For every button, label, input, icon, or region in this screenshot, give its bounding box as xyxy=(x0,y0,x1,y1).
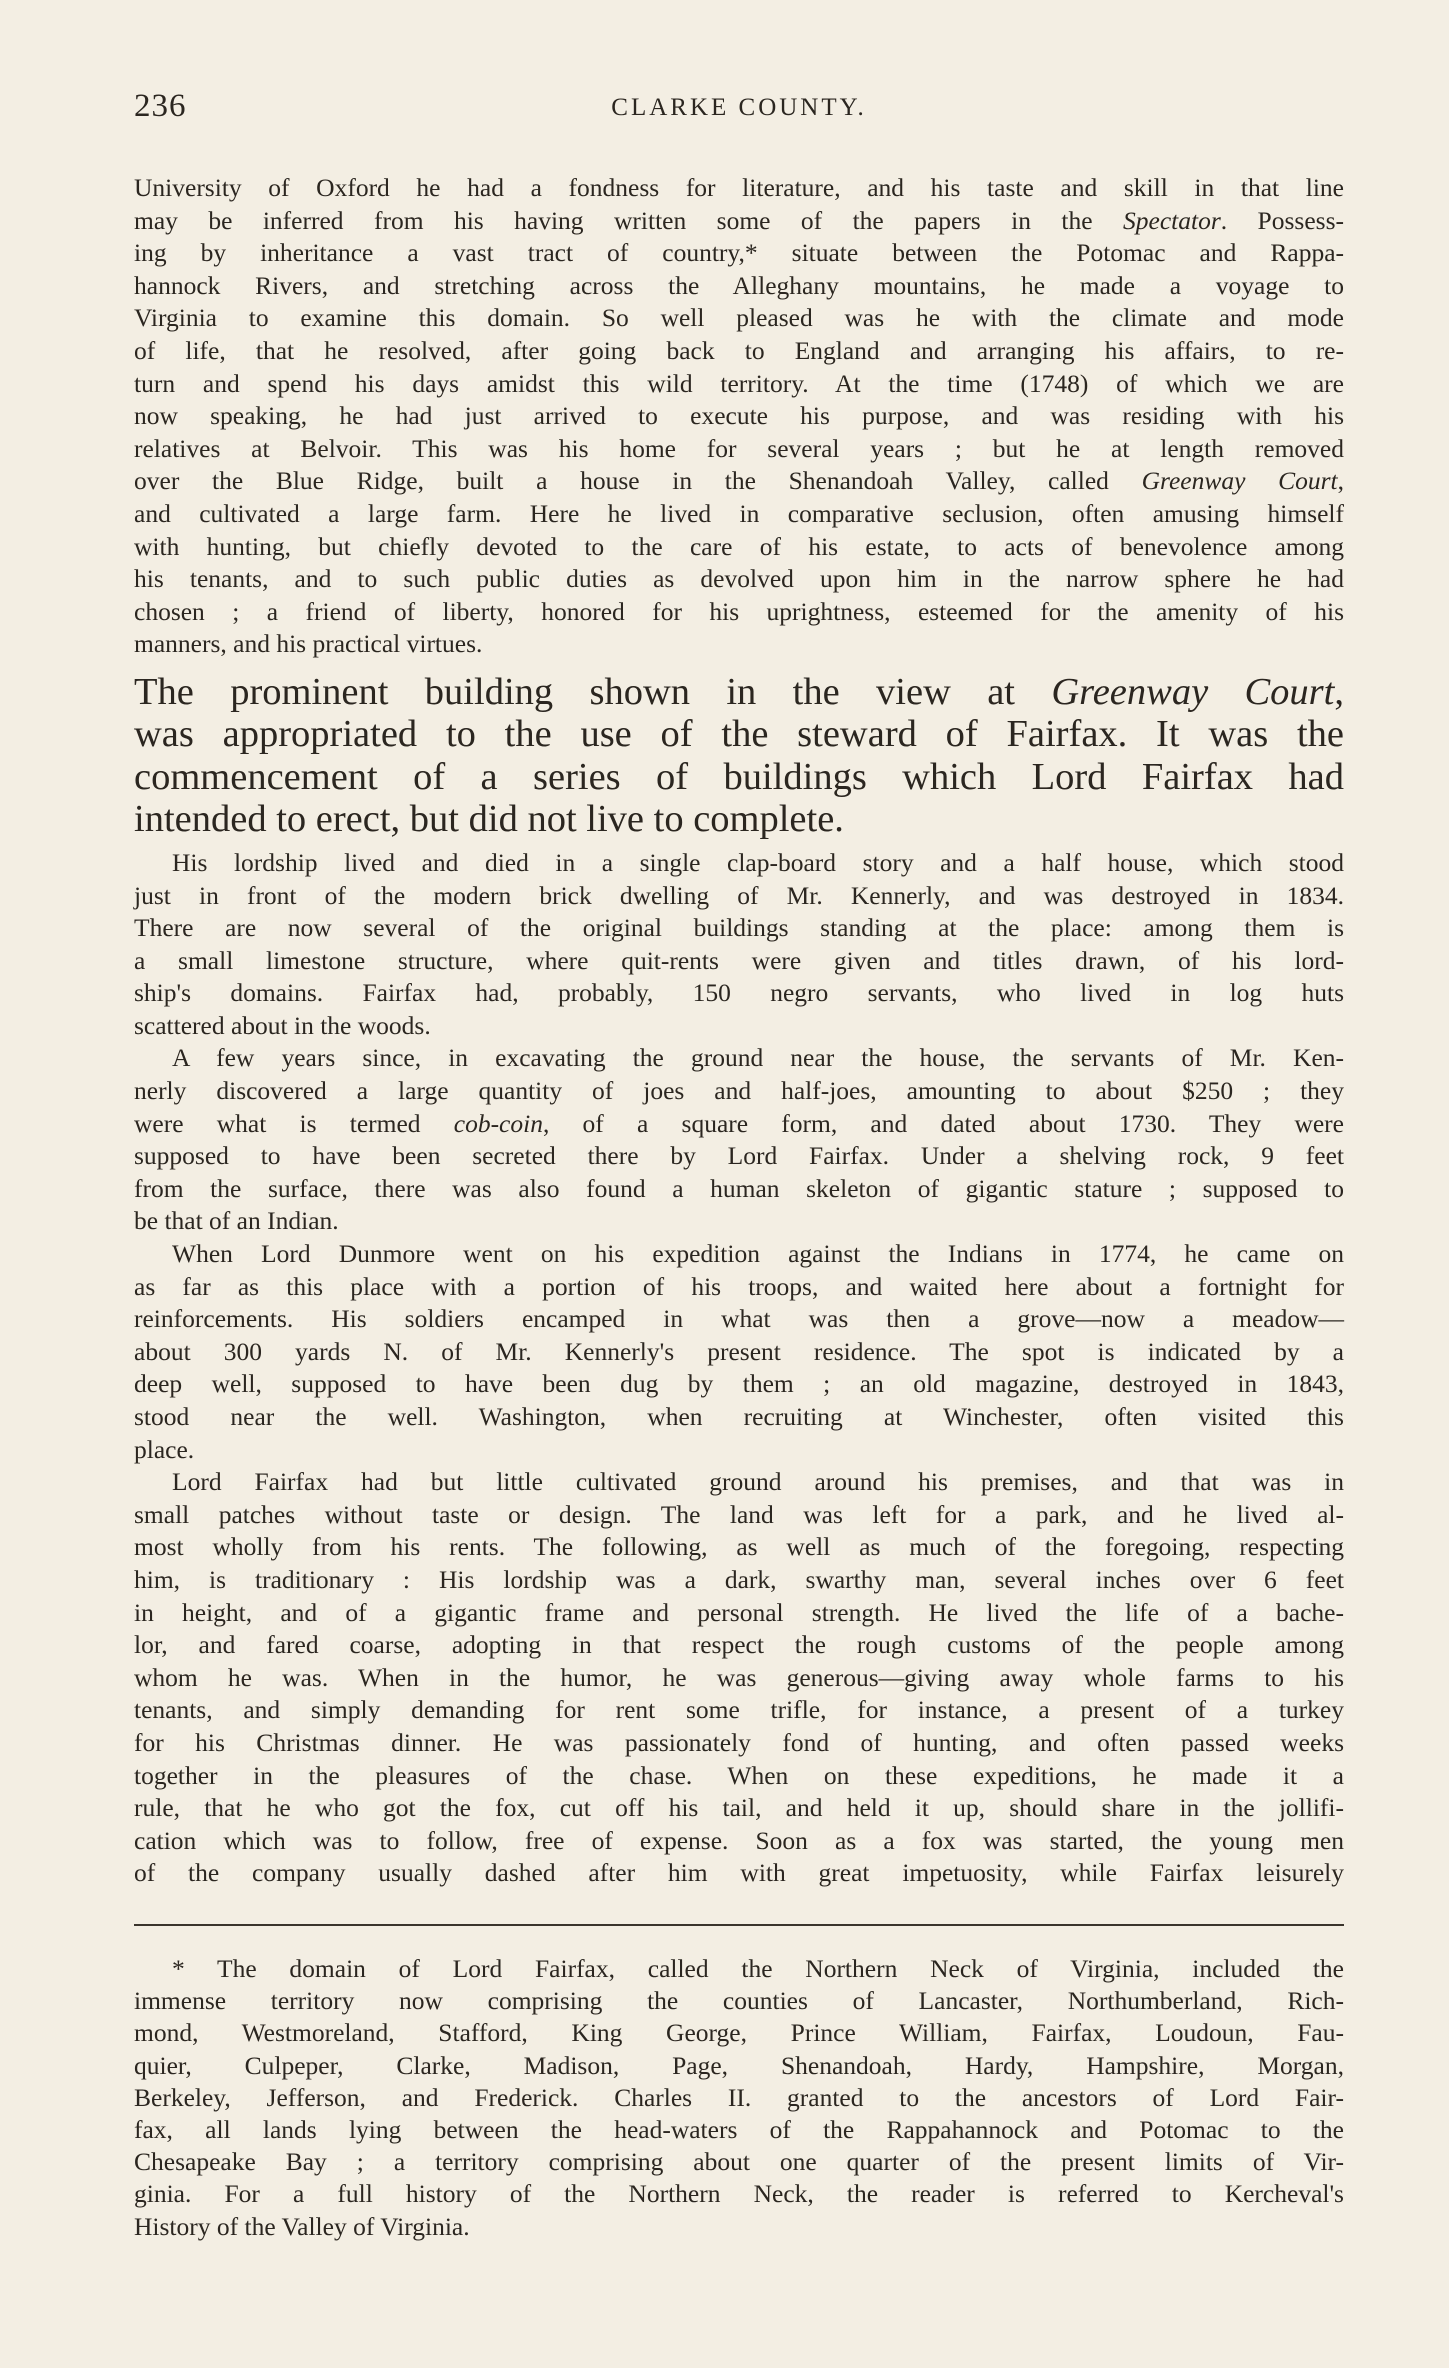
text-line: There are now several of the original buildings standing at the place: among them is xyxy=(134,913,1344,943)
text-line: mond, Westmoreland, Stafford, King George, Prince William, Fairfax, Loudoun, Fau- xyxy=(134,2018,1344,2048)
text-line: quier, Culpeper, Clarke, Madison, Page, Shenandoah, Hardy, Hampshire, Morgan, xyxy=(134,2050,1344,2080)
paragraph-lordship-house xyxy=(134,847,1344,1043)
text-line: reinforcements. His soldiers encamped in what was then a grove—now a meadow— xyxy=(134,1304,1344,1334)
text-line: Chesapeake Bay ; a territory comprising about one quarter of the present limits of Vir- xyxy=(134,2147,1344,2177)
text-line: deep well, supposed to have been dug by them ; an old magazine, destroyed in 1843, xyxy=(134,1369,1344,1399)
text-line: scattered about in the woods. xyxy=(134,1010,431,1040)
page-header xyxy=(134,88,1344,128)
text-line: hannock Rivers, and stretching across the Alleghany mountains, he made a voyage to xyxy=(134,270,1344,300)
text-line: just in front of the modern brick dwelling of Mr. Kennerly, and was destroyed in 1834. xyxy=(134,880,1344,910)
text-line: be that of an Indian. xyxy=(134,1206,339,1236)
text-line: and cultivated a large farm. Here he lived in comparative seclusion, often amusing himself xyxy=(134,498,1344,528)
text-line: supposed to have been secreted there by Lord Fairfax. Under a shelving rock, 9 feet xyxy=(134,1141,1344,1171)
text-line: together in the pleasures of the chase. When on these expeditions, he made it a xyxy=(134,1760,1344,1790)
text-line: of the company usually dashed after him with great impetuosity, while Fairfax leisurely xyxy=(134,1858,1344,1888)
greenway-court-callout xyxy=(134,671,1344,841)
text-line: place. xyxy=(134,1434,195,1464)
text-line: for his Christmas dinner. He was passionately fond of hunting, and often passed weeks xyxy=(134,1727,1344,1757)
text-line: of life, that he resolved, after going back to England and arranging his affairs, to re- xyxy=(134,335,1344,365)
footnote-divider xyxy=(134,1924,1344,1926)
text-line: cation which was to follow, free of expense. Soon as a fox was started, the young men xyxy=(134,1825,1344,1855)
text-line: Virginia to examine this domain. So well pleased was he with the climate and mode xyxy=(134,303,1344,333)
text-line: Berkeley, Jefferson, and Frederick. Charles II. granted to the ancestors of Lord Fair- xyxy=(134,2082,1344,2112)
text-line: History of the Valley of Virginia. xyxy=(134,2211,470,2241)
text-line: stood near the well. Washington, when recruiting at Winchester, often visited this xyxy=(134,1402,1344,1431)
page-body xyxy=(134,172,1344,1890)
text-line: tenants, and simply demanding for rent some trifle, for instance, a present of a turkey xyxy=(134,1695,1344,1725)
text-line: University of Oxford he had a fondness for literature, and his taste and skill in that line xyxy=(134,173,1344,202)
text-line: manners, and his practical virtues. xyxy=(134,629,483,659)
text-line: lor, and fared coarse, adopting in that respect the rough customs of the people among xyxy=(134,1630,1344,1660)
text-line: ing by inheritance a vast tract of country,* situate between the Potomac and Rappa- xyxy=(134,238,1344,268)
text-line: most wholly from his rents. The following, as well as much of the foregoing, respecting xyxy=(134,1532,1344,1562)
footnote xyxy=(134,1953,1344,2243)
text-line: The prominent building shown in the view at Greenway Court, xyxy=(134,670,1344,713)
text-line: may be inferred from his having written some of the papers in the Spectator. Possess- xyxy=(134,205,1344,235)
page-number: 236 xyxy=(134,88,187,124)
text-line: ginia. For a full history of the Northern Neck, the reader is referred to Kercheval's xyxy=(134,2179,1344,2209)
text-line: as far as this place with a portion of his troops, and waited here about a fortnight for xyxy=(134,1271,1344,1301)
text-line: commencement of a series of buildings which Lord Fairfax had xyxy=(134,755,1344,798)
text-line: now speaking, he had just arrived to execute his purpose, and was residing with his xyxy=(134,401,1344,431)
text-line: His lordship lived and died in a single clap-board story and a half house, which stood xyxy=(172,847,1344,877)
paragraph-fairfax-habits xyxy=(134,1466,1344,1890)
text-line: were what is termed cob-coin, of a square form, and dated about 1730. They were xyxy=(134,1108,1344,1138)
text-line: intended to erect, but did not live to complete. xyxy=(134,798,844,841)
text-line: small patches without taste or design. The land was left for a park, and he lived al- xyxy=(134,1499,1344,1529)
text-line: When Lord Dunmore went on his expedition against the Indians in 1774, he came on xyxy=(172,1239,1344,1269)
running-head: CLARKE COUNTY. xyxy=(611,94,867,121)
text-line: rule, that he who got the fox, cut off his tail, and held it up, should share in the jollifi- xyxy=(134,1793,1344,1823)
text-line: a small limestone structure, where quit-rents were given and titles drawn, of his lord- xyxy=(134,945,1344,975)
text-line: in height, and of a gigantic frame and personal strength. He lived the life of a bache- xyxy=(134,1597,1344,1627)
text-line: over the Blue Ridge, built a house in the Shenandoah Valley, called Greenway Court, xyxy=(134,466,1345,496)
text-line: chosen ; a friend of liberty, honored for his uprightness, esteemed for the amenity of his xyxy=(134,596,1344,626)
text-line: immense territory now comprising the counties of Lancaster, Northumberland, Rich- xyxy=(134,1986,1344,2016)
text-line: ship's domains. Fairfax had, probably, 150 negro servants, who lived in log huts xyxy=(134,978,1344,1008)
text-line: about 300 yards N. of Mr. Kennerly's present residence. The spot is indicated by a xyxy=(134,1336,1344,1366)
text-line: with hunting, but chiefly devoted to the care of his estate, to acts of benevolence among xyxy=(134,531,1344,561)
paragraph-dunmore-expedition xyxy=(134,1238,1344,1466)
text-line: turn and spend his days amidst this wild territory. At the time (1748) of which we are xyxy=(134,368,1344,398)
text-line: his tenants, and to such public duties as devolved upon him in the narrow sphere he had xyxy=(134,564,1344,594)
text-line: nerly discovered a large quantity of joes and half-joes, amounting to about $250 ; they xyxy=(134,1076,1344,1106)
intro-paragraph xyxy=(134,172,1344,661)
paragraph-coin-discovery xyxy=(134,1042,1344,1238)
text-line: fax, all lands lying between the head-waters of the Rappahannock and Potomac to the xyxy=(134,2115,1344,2145)
text-line: Lord Fairfax had but little cultivated ground around his premises, and that was in xyxy=(172,1467,1344,1497)
text-line: was appropriated to the use of the steward of Fairfax. It was the xyxy=(134,713,1344,756)
text-line: whom he was. When in the humor, he was generous—giving away whole farms to his xyxy=(134,1662,1344,1692)
text-line: him, is traditionary : His lordship was a dark, swarthy man, several inches over 6 feet xyxy=(134,1564,1344,1594)
text-line: A few years since, in excavating the ground near the house, the servants of Mr. Ken- xyxy=(172,1043,1344,1073)
text-line: from the surface, there was also found a human skeleton of gigantic stature ; supposed to xyxy=(134,1173,1344,1203)
text-line: * The domain of Lord Fairfax, called the Northern Neck of Virginia, included the xyxy=(172,1954,1344,1983)
text-line: relatives at Belvoir. This was his home for several years ; but he at length removed xyxy=(134,433,1344,463)
